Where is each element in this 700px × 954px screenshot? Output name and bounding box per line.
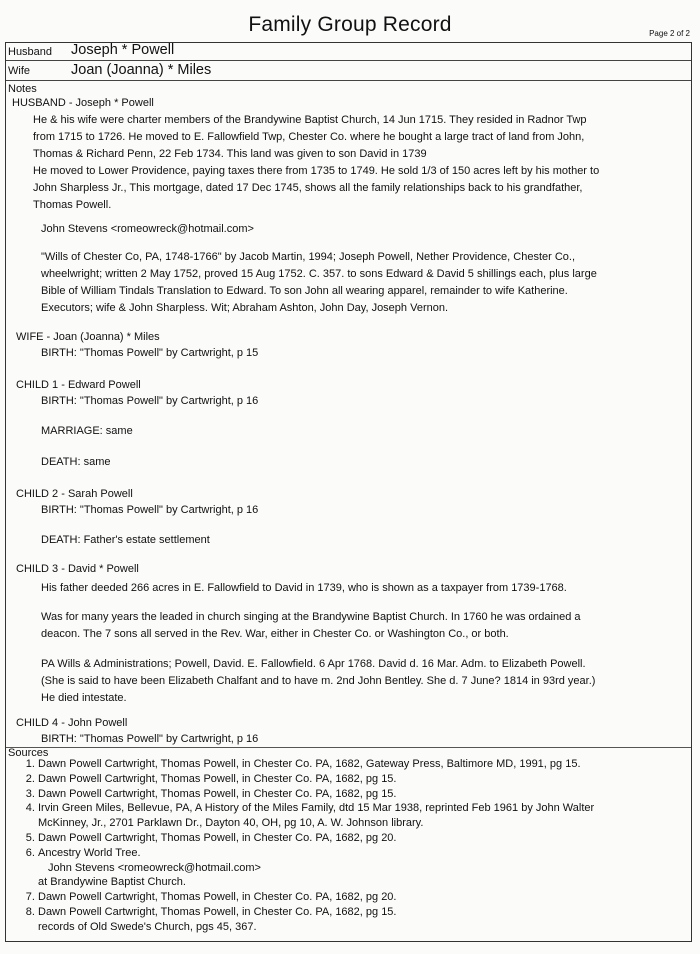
- child4-birth: BIRTH: "Thomas Powell" by Cartwright, p 16: [41, 733, 259, 745]
- child2-heading: CHILD 2 - Sarah Powell: [16, 488, 133, 500]
- page-number: Page 2 of 2: [649, 29, 690, 38]
- sources-list: [6, 757, 594, 935]
- wife-row: [6, 61, 691, 81]
- child1-heading: CHILD 1 - Edward Powell: [16, 379, 141, 391]
- husband-will-paragraph: "Wills of Chester Co, PA, 1748-1766" by Jacob Martin, 1994; Joseph Powell, Nether Providence, Chester Co., wheelwright; written 2 May 1752, proved 15 Aug 1752. C. 357. to sons Edward & David 5 shillings each, plus large Bible of William Tindals Translation to Edward. To son John all wearing apparel, remainder to wife Katherine. Executors; wife & John Sharpless. Wit; Abraham Ashton, John Day, Joseph Vernon.: [41, 251, 597, 314]
- wife-name: Joan (Joanna) * Miles: [71, 62, 212, 78]
- record-frame: [5, 42, 692, 942]
- child3-paragraph-1: His father deeded 266 acres in E. Fallowfield to David in 1739, who is shown as a taxpayer from 1739-1768.: [41, 582, 567, 594]
- child2-birth: BIRTH: "Thomas Powell" by Cartwright, p 16: [41, 504, 259, 516]
- child3-paragraph-2: Was for many years the leaded in church singing at the Brandywine Baptist Church. In 1760 he was ordained a deacon. The 7 sons all served in the Rev. War, either in Chester Co. or Washington Co., or both.: [41, 611, 581, 640]
- child1-marriage: MARRIAGE: same: [41, 425, 133, 437]
- wife-notes-heading: WIFE - Joan (Joanna) * Miles: [16, 331, 160, 343]
- source-item: 8. Dawn Powell Cartwright, Thomas Powell, in Chester Co. PA, 1682, pg 15. records of Old Swede's Church, pgs 45, 367.: [38, 905, 594, 935]
- sources-heading: Sources: [8, 747, 49, 759]
- source-item: 3. Dawn Powell Cartwright, Thomas Powell, in Chester Co. PA, 1682, pg 15.: [38, 787, 594, 802]
- wife-label: Wife: [8, 65, 30, 77]
- source-item: 5. Dawn Powell Cartwright, Thomas Powell, in Chester Co. PA, 1682, pg 20.: [38, 831, 594, 846]
- husband-contact: John Stevens <romeowreck@hotmail.com>: [41, 223, 254, 235]
- child1-birth: BIRTH: "Thomas Powell" by Cartwright, p 16: [41, 395, 259, 407]
- husband-label: Husband: [8, 46, 53, 58]
- husband-notes-paragraph: He & his wife were charter members of the Brandywine Baptist Church, 14 Jun 1715. They resided in Radnor Twp from 1715 to 1726. He moved to E. Fallowfield Twp, Chester Co. where he bought a large tract of land from John, Thomas & Richard Penn, 22 Feb 1734. This land was given to son David in 1739 He moved to Lower Providence, paying taxes there from 1735 to 1749. He sold 1/3 of 150 acres left by his mother to John Sharpless Jr., This mortgage, dated 17 Dec 1745, shows all the family relationships back to his grandfather, Thomas Powell.: [33, 114, 600, 211]
- source-item: 1. Dawn Powell Cartwright, Thomas Powell, in Chester Co. PA, 1682, Gateway Press, Baltimore MD, 1991, pg 15.: [38, 757, 594, 772]
- notes-heading: Notes: [8, 83, 37, 95]
- husband-notes-heading: HUSBAND - Joseph * Powell: [12, 97, 154, 109]
- source-item: 4. Irvin Green Miles, Bellevue, PA, A History of the Miles Family, dtd 15 Mar 1938, reprinted Feb 1961 by John Walter McKinney, Jr., 2701 Parklawn Dr., Dayton 40, OH, pg 10, A. W. Johnson library.: [38, 801, 594, 831]
- source-item: 2. Dawn Powell Cartwright, Thomas Powell, in Chester Co. PA, 1682, pg 15.: [38, 772, 594, 787]
- husband-name: Joseph * Powell: [71, 42, 175, 58]
- husband-row: [6, 43, 691, 61]
- child3-heading: CHILD 3 - David * Powell: [16, 563, 139, 575]
- child2-death: DEATH: Father's estate settlement: [41, 534, 210, 546]
- child4-heading: CHILD 4 - John Powell: [16, 717, 128, 729]
- wife-birth: BIRTH: "Thomas Powell" by Cartwright, p 15: [41, 347, 259, 359]
- section-divider: [6, 747, 691, 748]
- child3-paragraph-3: PA Wills & Administrations; Powell, David. E. Fallowfield. 6 Apr 1768. David d. 16 Mar. Adm. to Elizabeth Powell. (She is said to have been Elizabeth Chalfant and to have m. 2nd John Bentley. She d. 7 June? 1814 in 93rd year.) He died intestate.: [41, 658, 596, 704]
- source-item: 7. Dawn Powell Cartwright, Thomas Powell, in Chester Co. PA, 1682, pg 20.: [38, 890, 594, 905]
- source-item: 6. Ancestry World Tree. John Stevens <romeowreck@hotmail.com> at Brandywine Baptist Church.: [38, 846, 594, 890]
- child1-death: DEATH: same: [41, 456, 111, 468]
- page-title: Family Group Record: [248, 13, 452, 36]
